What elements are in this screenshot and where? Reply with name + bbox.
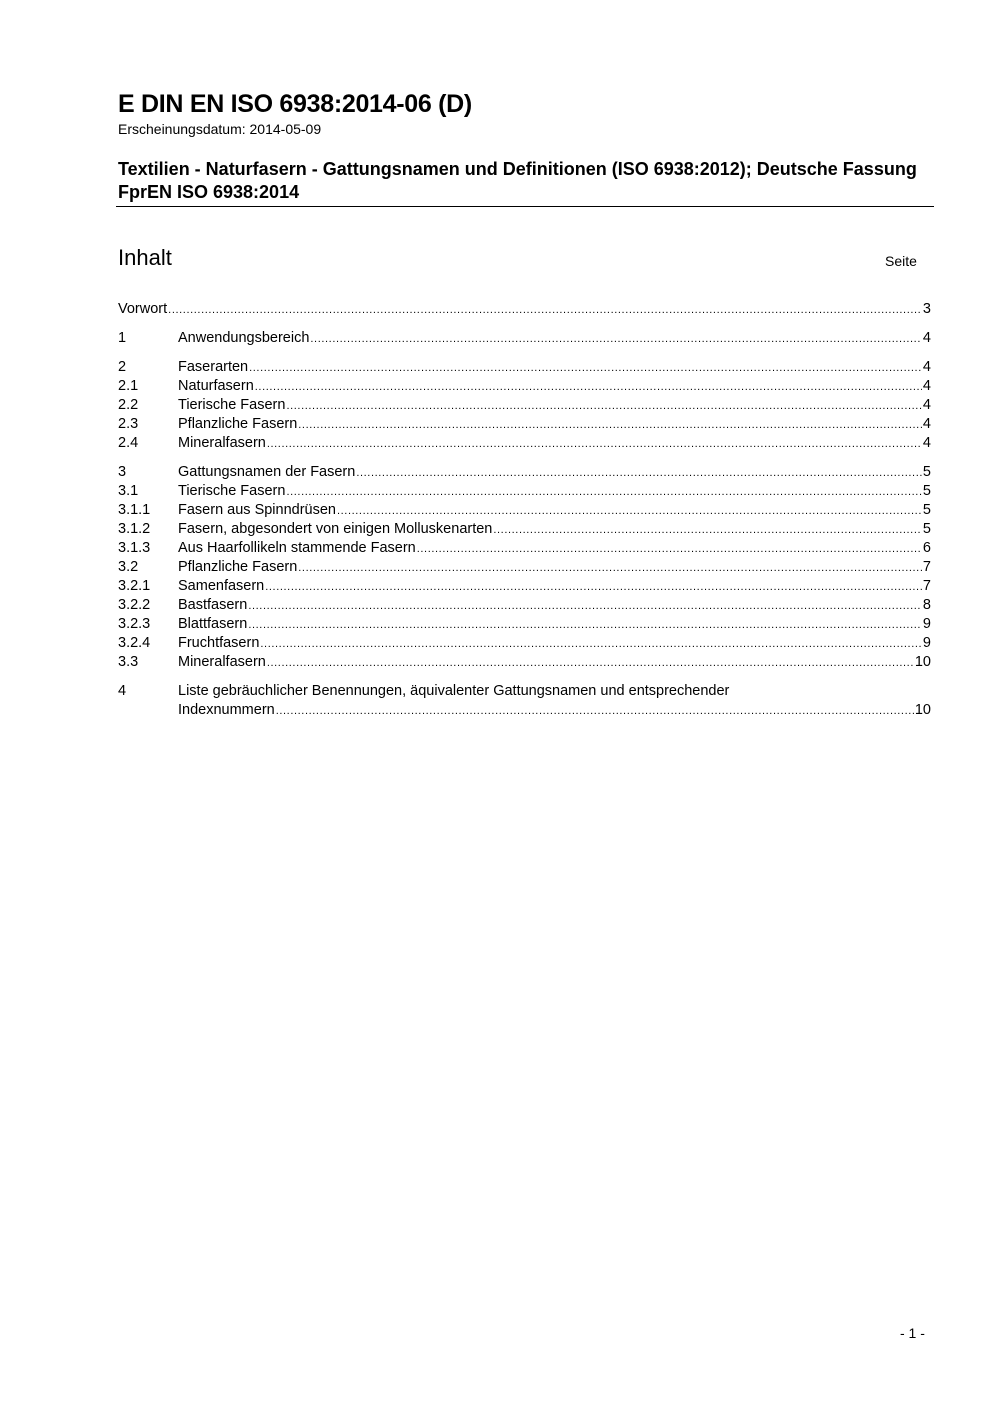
toc-leader-dots bbox=[267, 438, 922, 450]
toc-entry-title: Fasern, abgesondert von einigen Molluskenarten bbox=[178, 521, 493, 537]
toc-entry-3-2-2[interactable] bbox=[118, 597, 931, 616]
toc-entry-page: 7 bbox=[922, 578, 931, 594]
toc-entry-3-2-3[interactable] bbox=[118, 616, 931, 635]
title-rule bbox=[116, 206, 934, 207]
toc-entry-3-3[interactable] bbox=[118, 654, 931, 673]
toc-entry-page: 4 bbox=[922, 416, 931, 432]
toc-entry-vorwort[interactable] bbox=[118, 301, 931, 320]
toc-entry-2-3[interactable] bbox=[118, 416, 931, 435]
toc-leader-dots bbox=[356, 467, 922, 479]
toc-entry-page: 6 bbox=[922, 540, 931, 556]
toc-entry-2-1[interactable] bbox=[118, 378, 931, 397]
toc-entry-3-1-3[interactable] bbox=[118, 540, 931, 559]
toc-leader-dots bbox=[417, 543, 922, 555]
toc-entry-page: 5 bbox=[922, 502, 931, 518]
toc-entry-number: 3.2.3 bbox=[118, 616, 151, 632]
toc-entry-page: 8 bbox=[922, 597, 931, 613]
table-of-contents bbox=[118, 301, 931, 721]
toc-entry-page: 3 bbox=[922, 301, 931, 317]
toc-entry-number: 3.3 bbox=[118, 654, 139, 670]
toc-entry-number: 2.4 bbox=[118, 435, 139, 451]
toc-leader-dots bbox=[337, 505, 922, 517]
toc-leader-dots bbox=[286, 486, 921, 498]
toc-entry-3-2-4[interactable] bbox=[118, 635, 931, 654]
toc-entry-title: Fasern aus Spinndrüsen bbox=[178, 502, 336, 518]
toc-leader-dots bbox=[255, 381, 922, 393]
toc-entry-title: Pflanzliche Fasern bbox=[178, 559, 298, 575]
toc-entry-title: Blattfasern bbox=[178, 616, 248, 632]
toc-leader-dots bbox=[248, 600, 922, 612]
toc-entry-page: 4 bbox=[922, 435, 931, 451]
toc-leader-dots bbox=[260, 638, 922, 650]
toc-entry-page: 5 bbox=[922, 521, 931, 537]
toc-entry-title: Tierische Fasern bbox=[178, 483, 286, 499]
toc-entry-page: 10 bbox=[914, 654, 931, 670]
toc-entry-title: Tierische Fasern bbox=[178, 397, 286, 413]
toc-entry-3-1-1[interactable] bbox=[118, 502, 931, 521]
toc-entry-3-1-2[interactable] bbox=[118, 521, 931, 540]
toc-entry-number: 4 bbox=[118, 683, 127, 699]
toc-leader-dots bbox=[310, 333, 922, 345]
toc-entry-title: Mineralfasern bbox=[178, 654, 266, 670]
toc-entry-3-2[interactable] bbox=[118, 559, 931, 578]
toc-leader-dots bbox=[276, 705, 914, 717]
toc-leader-dots bbox=[265, 581, 922, 593]
toc-entry-page: 4 bbox=[922, 359, 931, 375]
toc-entry-number: 3.1.2 bbox=[118, 521, 151, 537]
publication-date: Erscheinungsdatum: 2014-05-09 bbox=[118, 121, 322, 137]
document-title: Textilien - Naturfasern - Gattungsnamen und Definitionen (ISO 6938:2012); Deutsche Fassung FprEN ISO 6938:2014 bbox=[118, 159, 917, 202]
toc-entry-number: 3.1 bbox=[118, 483, 139, 499]
toc-entry-title: Aus Haarfollikeln stammende Fasern bbox=[178, 540, 416, 556]
toc-heading: Inhalt bbox=[118, 245, 172, 270]
toc-entry-number: 2 bbox=[118, 359, 127, 375]
toc-entry-3[interactable] bbox=[118, 464, 931, 483]
toc-entry-3-1[interactable] bbox=[118, 483, 931, 502]
toc-leader-dots bbox=[248, 619, 922, 631]
toc-entry-4[interactable] bbox=[118, 683, 931, 702]
toc-entry-title: Naturfasern bbox=[178, 378, 254, 394]
toc-entry-title: Anwendungsbereich bbox=[178, 330, 310, 346]
toc-entry-number: 3 bbox=[118, 464, 127, 480]
toc-entry-page: 5 bbox=[922, 464, 931, 480]
document-id: E DIN EN ISO 6938:2014-06 (D) bbox=[118, 90, 472, 118]
toc-entry-1[interactable] bbox=[118, 330, 931, 349]
toc-entry-4-continued[interactable] bbox=[118, 702, 931, 721]
toc-entry-number: 3.1.1 bbox=[118, 502, 151, 518]
toc-entry-title: Mineralfasern bbox=[178, 435, 266, 451]
toc-entry-title: Samenfasern bbox=[178, 578, 265, 594]
toc-leader-dots bbox=[267, 657, 914, 669]
toc-entry-page: 9 bbox=[922, 616, 931, 632]
toc-leader-dots bbox=[249, 362, 922, 374]
toc-entry-number: 3.2 bbox=[118, 559, 139, 575]
toc-entry-number: 3.2.4 bbox=[118, 635, 151, 651]
toc-entry-page: 9 bbox=[922, 635, 931, 651]
toc-entry-page: 7 bbox=[922, 559, 931, 575]
toc-entry-page: 10 bbox=[914, 702, 931, 718]
toc-entry-number: 1 bbox=[118, 330, 127, 346]
toc-entry-page: 4 bbox=[922, 330, 931, 346]
toc-entry-title-line2: Indexnummern bbox=[178, 702, 275, 718]
toc-entry-number: 3.2.1 bbox=[118, 578, 151, 594]
toc-entry-2-4[interactable] bbox=[118, 435, 931, 454]
toc-entry-title: Vorwort bbox=[118, 301, 168, 317]
toc-entry-number: 3.1.3 bbox=[118, 540, 151, 556]
toc-leader-dots bbox=[168, 304, 922, 316]
toc-entry-3-2-1[interactable] bbox=[118, 578, 931, 597]
toc-entry-title: Bastfasern bbox=[178, 597, 248, 613]
toc-entry-2[interactable] bbox=[118, 359, 931, 378]
toc-entry-number: 3.2.2 bbox=[118, 597, 151, 613]
toc-leader-dots bbox=[286, 400, 921, 412]
footer-page-number: - 1 - bbox=[900, 1325, 925, 1341]
toc-entry-title: Fruchtfasern bbox=[178, 635, 260, 651]
toc-entry-page: 4 bbox=[922, 397, 931, 413]
toc-leader-dots bbox=[298, 562, 922, 574]
toc-leader-dots bbox=[298, 419, 922, 431]
toc-entry-2-2[interactable] bbox=[118, 397, 931, 416]
toc-leader-dots bbox=[493, 524, 922, 536]
toc-entry-number: 2.3 bbox=[118, 416, 139, 432]
toc-entry-title-line1: Liste gebräuchlicher Benennungen, äquivalenter Gattungsnamen und entsprechender bbox=[178, 683, 730, 699]
page-column-label: Seite bbox=[885, 253, 917, 269]
toc-entry-page: 5 bbox=[922, 483, 931, 499]
toc-entry-title: Pflanzliche Fasern bbox=[178, 416, 298, 432]
toc-entry-page: 4 bbox=[922, 378, 931, 394]
toc-entry-title: Faserarten bbox=[178, 359, 249, 375]
toc-entry-number: 2.1 bbox=[118, 378, 139, 394]
toc-entry-number: 2.2 bbox=[118, 397, 139, 413]
toc-entry-title: Gattungsnamen der Fasern bbox=[178, 464, 356, 480]
